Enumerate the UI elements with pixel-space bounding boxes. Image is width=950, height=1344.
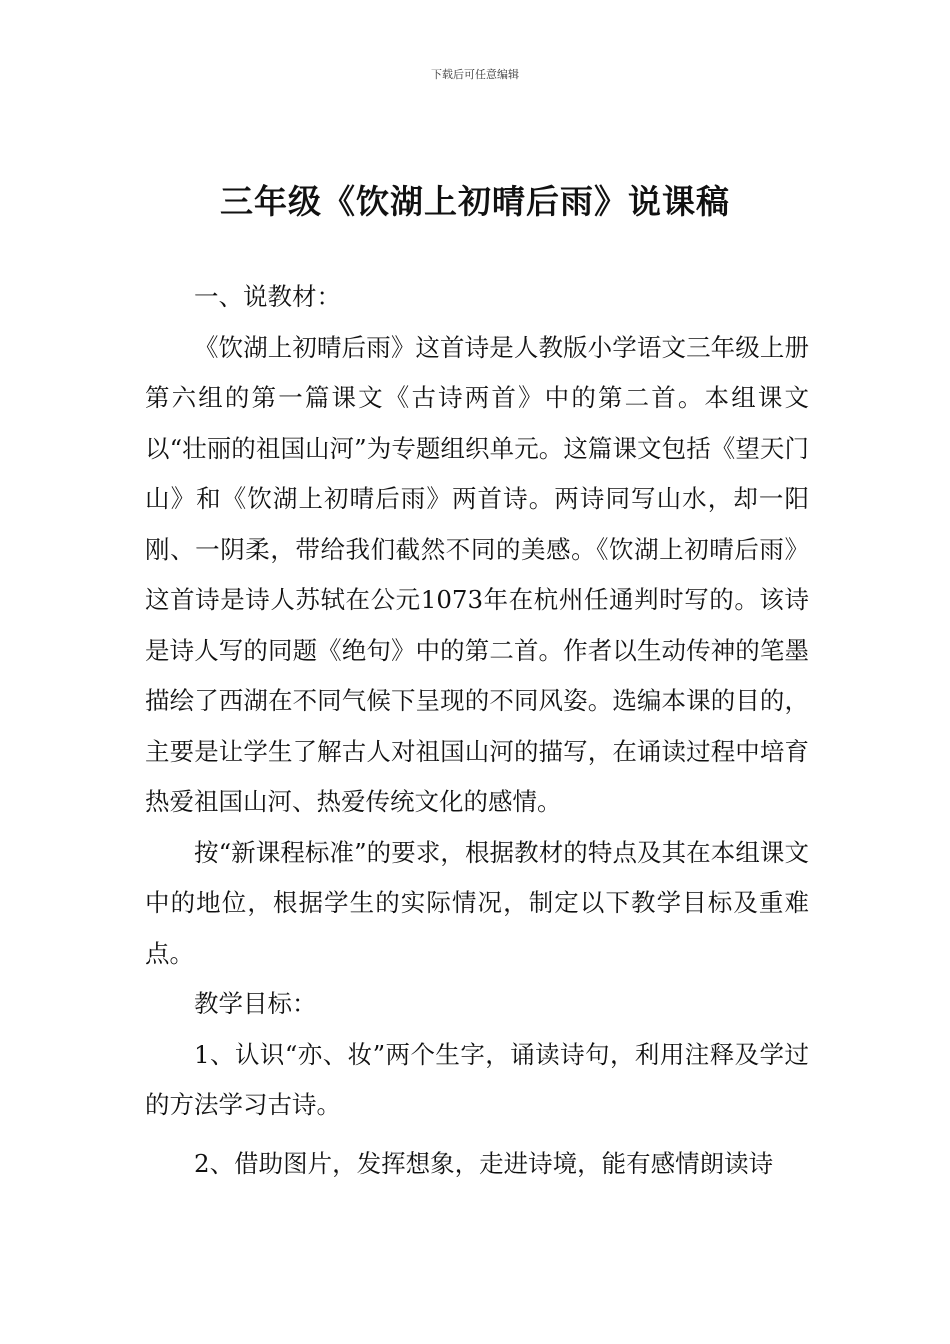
- section-heading-teaching-goals: 教学目标：: [194, 989, 317, 1018]
- paragraph-curriculum-standard: 按“新课程标准”的要求，根据教材的特点及其在本组课文中的地位，根据学生的实际情况，制定以下教学目标及重难点。: [145, 837, 809, 968]
- section-heading-teaching-material: 一、说教材：: [194, 282, 341, 311]
- goal-item-2: 2、借助图片，发挥想象，走进诗境，能有感情朗读诗: [194, 1148, 774, 1178]
- header-note: 下载后可任意编辑: [431, 68, 519, 81]
- paragraph-material-description: 《饮湖上初晴后雨》这首诗是人教版小学语文三年级上册第六组的第一篇课文《古诗两首》中的第二首。本组课文以“壮丽的祖国山河”为专题组织单元。这篇课文包括《望天门山》和《饮湖上初晴后雨》两首诗。两诗同写山水，却一阳刚、一阴柔，带给我们截然不同的美感。《饮湖上初晴后雨》这首诗是诗人苏轼在公元1073年在杭州任通判时写的。该诗是诗人写的同题《绝句》中的第二首。作者以生动传神的笔墨描绘了西湖在不同气候下呈现的不同风姿。选编本课的目的，主要是让学生了解古人对祖国山河的描写，在诵读过程中培育热爱祖国山河、热爱传统文化的感情。: [145, 332, 809, 816]
- goal-item-1: 1、认识“亦、妆”两个生字，诵读诗句，利用注释及学过的方法学习古诗。: [145, 1039, 809, 1119]
- document-title: 三年级《饮湖上初晴后雨》说课稿: [220, 182, 730, 221]
- document-body: [145, 272, 809, 1189]
